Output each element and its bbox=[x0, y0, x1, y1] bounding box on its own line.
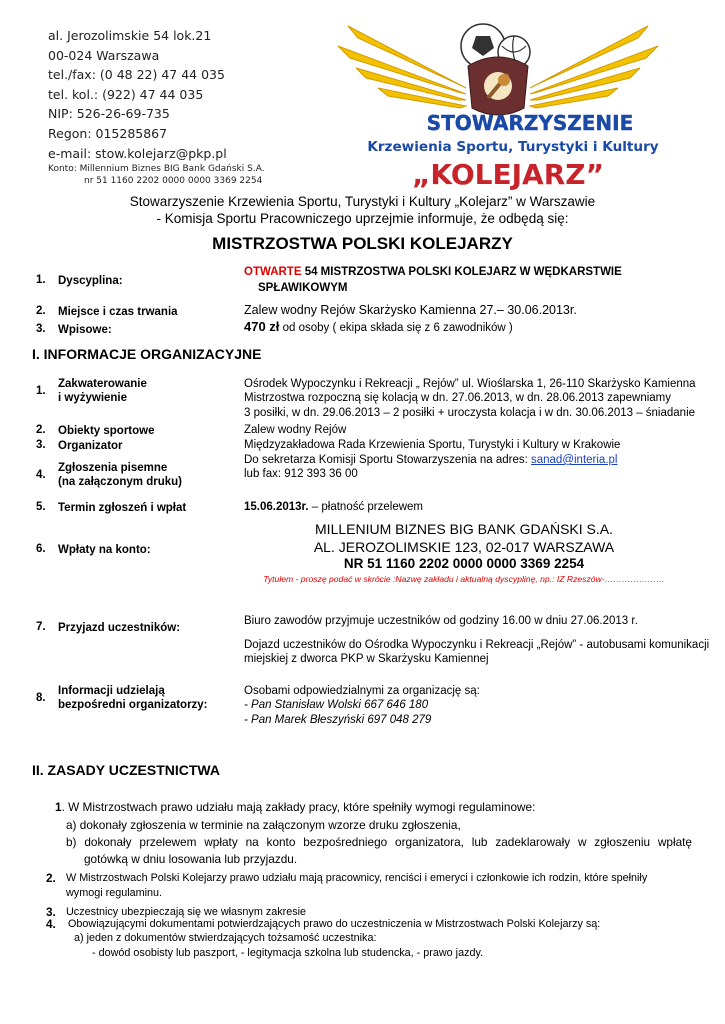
facilities-value: Zalew wodny Rejów bbox=[244, 424, 347, 436]
address-street: al. Jerozolimskie 54 lok.21 bbox=[48, 28, 212, 43]
address-email[interactable]: e-mail: stow.kolejarz@pkp.pl bbox=[48, 145, 227, 161]
facilities-label: Obiekty sportowe bbox=[58, 425, 155, 437]
row-number: 4. bbox=[36, 469, 46, 481]
bank-account-number: NR 51 1160 2202 0000 0000 3369 2254 bbox=[343, 556, 585, 571]
discipline-value bbox=[244, 265, 622, 279]
address-nip: NIP: 526-26-69-735 bbox=[48, 106, 170, 122]
address-konto-number: nr 51 1160 2202 0000 0000 3369 2254 bbox=[84, 176, 263, 187]
bank-name: MILLENIUM BIZNES BIG BANK GDAŃSKI S.A. bbox=[315, 521, 613, 537]
arrival-label: Przyjazd uczestników: bbox=[58, 622, 181, 634]
row-number: 7. bbox=[36, 621, 46, 633]
arrival-transport-line: miejskiej z dworca PKP w Skarżysku Kamiennej bbox=[244, 653, 489, 666]
rule-1b-cont: gotówką w dniu losowania lub przyjazdu. bbox=[84, 852, 298, 866]
deadline-note: – płatność przelewem bbox=[308, 501, 424, 513]
deadline-date: 15.06.2013r. bbox=[244, 501, 309, 513]
section-heading: II. ZASADY UCZESTNICTWA bbox=[32, 762, 220, 778]
rule-number: 1 bbox=[55, 800, 62, 814]
rule-4: Obowiązującymi dokumentami potwierdzających prawo do uczestniczenia w Mistrzostwach Polski Kolejarzy są: bbox=[68, 918, 601, 930]
applications-label bbox=[58, 461, 182, 489]
rule-2-cont: wymogi regulaminu. bbox=[66, 887, 163, 899]
row-number: 8. bbox=[36, 692, 46, 704]
accommodation-label bbox=[58, 377, 147, 405]
applications-value bbox=[244, 453, 617, 482]
logo-title: STOWARZYSZENIE bbox=[426, 111, 634, 135]
logo-subtitle: Krzewienia Sportu, Turystyki i Kultury bbox=[367, 139, 659, 155]
rule-number: 4. bbox=[46, 917, 56, 931]
rule-number: 2. bbox=[46, 871, 56, 885]
center-emblem-icon bbox=[468, 57, 528, 115]
rule-4a: a) jeden z dokumentów stwierdzających tożsamość uczestnika: bbox=[74, 932, 377, 944]
accommodation-value bbox=[244, 377, 696, 420]
open-badge: OTWARTE bbox=[244, 266, 302, 278]
email-link[interactable]: sanad@interia.pl bbox=[530, 454, 618, 466]
contact-person: - Pan Marek Błeszyński 697 048 279 bbox=[244, 713, 432, 726]
payment-label: Wpłaty na konto: bbox=[58, 544, 151, 556]
row-number: 2. bbox=[36, 305, 46, 317]
applications-text: Do sekretarza Komisji Sportu Stowarzyszenia na adres: bbox=[244, 454, 531, 466]
row-number: 2. bbox=[36, 424, 46, 436]
logo-kolejarz: „KOLEJARZ” bbox=[412, 158, 604, 190]
address-konto: Konto: Millennium Biznes BIG Bank Gdański S.A. bbox=[48, 164, 265, 175]
address-telfax: tel./fax: (0 48 22) 47 44 035 bbox=[48, 67, 225, 83]
rule-1 bbox=[55, 800, 535, 816]
bank-address: AL. JEROZOLIMSKIE 123, 02-017 WARSZAWA bbox=[313, 539, 615, 555]
fee-label: Wpisowe: bbox=[58, 324, 112, 336]
place-time-value: Zalew wodny Rejów Skarżysko Kamienna 27.– 30.06.2013r. bbox=[244, 303, 577, 317]
applications-fax: lub fax: 912 393 36 00 bbox=[244, 468, 358, 481]
fee-amount: 470 zł bbox=[244, 319, 280, 334]
address-city: 00-024 Warszawa bbox=[48, 47, 160, 63]
accommodation-line: Ośrodek Wypoczynku i Rekreacji „ Rejów” ul. Wioślarska 1, 26-110 Skarżysko Kamienna bbox=[244, 378, 696, 390]
intro-line-1: Stowarzyszenie Krzewienia Sportu, Turystyki i Kultury „Kolejarz” w Warszawie bbox=[129, 194, 596, 209]
arrival-transport bbox=[244, 638, 709, 667]
arrival-transport-line: Dojazd uczestników do Ośrodka Wypoczynku i Rekreacji „Rejów” - autobusami komunikacji bbox=[244, 639, 710, 651]
discipline-text: 54 MISTRZOSTWA POLSKI KOLEJARZ W WĘDKARSTWIE bbox=[301, 266, 622, 278]
row-number: 5. bbox=[36, 501, 46, 513]
row-number: 3. bbox=[36, 439, 46, 451]
discipline-label: Dyscyplina: bbox=[58, 275, 123, 287]
arrival-office: Biuro zawodów przyjmuje uczestników od godziny 16.00 w dniu 27.06.2013 r. bbox=[244, 615, 638, 627]
address-telkol: tel. kol.: (922) 47 44 035 bbox=[48, 86, 204, 102]
accommodation-line: 3 posiłki, w dn. 29.06.2013 – 2 posiłki + uroczysta kolacja i w dn. 30.06.2013 – śniadanie bbox=[244, 406, 696, 419]
accommodation-label-line2: i wyżywienie bbox=[58, 392, 128, 404]
accommodation-line: Mistrzostwa rozpoczną się kolacją w dn. 27.06.2013, w dn. 28.06.2013 zapewniamy bbox=[244, 392, 672, 405]
rule-4b: - dowód osobisty lub paszport, - legitymacja szkolna lub studencka, - prawo jazdy. bbox=[92, 947, 484, 959]
discipline-value-line2: SPŁAWIKOWYM bbox=[258, 282, 348, 294]
organizer-value: Międzyzakładowa Rada Krzewienia Sportu, Turystyki i Kultury w Krakowie bbox=[244, 439, 621, 451]
fee-value bbox=[244, 320, 513, 335]
deadline-value bbox=[244, 500, 423, 514]
contact-person: - Pan Stanisław Wolski 667 646 180 bbox=[244, 699, 429, 712]
rule-1a: a) dokonały zgłoszenia w terminie na załączonym wzorze druku zgłoszenia, bbox=[66, 818, 461, 832]
left-wing-icon bbox=[338, 26, 466, 108]
rule-2: W Mistrzostwach Polski Kolejarzy prawo udziału mają pracownicy, renciści i emeryci i członkowie ich rodzin, które spełniły bbox=[66, 872, 648, 884]
rule-text: . W Mistrzostwach prawo udziału mają zakłady pracy, które spełniły wymogi regulaminowe: bbox=[61, 800, 536, 814]
deadline-label: Termin zgłoszeń i wpłat bbox=[58, 502, 187, 514]
rule-3: Uczestnicy ubezpieczają się we własnym zakresie bbox=[66, 906, 307, 918]
rule-number: 3. bbox=[46, 905, 56, 919]
row-number: 3. bbox=[36, 323, 46, 335]
contact-heading: Osobami odpowiedzialnymi za organizację są: bbox=[244, 685, 480, 697]
row-number: 1. bbox=[36, 274, 46, 286]
applications-label-line2: (na załączonym druku) bbox=[58, 476, 182, 488]
header-address bbox=[48, 26, 265, 187]
rule-1b: b) dokonały przelewem wpłaty na konto bezpośredniego organizatora, lub zadeklarowały w zgłoszeniu wpłatę bbox=[66, 835, 692, 849]
right-wing-icon bbox=[530, 26, 658, 108]
intro-line-2: - Komisja Sportu Pracowniczego uprzejmie informuje, że odbędą się: bbox=[156, 211, 569, 226]
organizer-label: Organizator bbox=[58, 440, 123, 452]
contact-label-line2: bezpośredni organizatorzy: bbox=[58, 699, 208, 711]
fee-note: od osoby ( ekipa składa się z 6 zawodników ) bbox=[279, 322, 513, 334]
contact-label bbox=[58, 684, 208, 712]
section-heading: I. INFORMACJE ORGANIZACYJNE bbox=[32, 346, 262, 362]
place-time-label: Miejsce i czas trwania bbox=[58, 306, 178, 318]
row-number: 1. bbox=[36, 385, 46, 397]
page-title: MISTRZOSTWA POLSKI KOLEJARZY bbox=[212, 234, 513, 253]
row-number: 6. bbox=[36, 543, 46, 555]
contact-label-line1: Informacji udzielają bbox=[58, 685, 165, 697]
accommodation-label-line1: Zakwaterowanie bbox=[58, 378, 147, 390]
transfer-note: Tytułem - proszę podać w skrócie :Nazwę zakładu i aktualną dyscyplinę, np.: IZ Rzeszów-………………… bbox=[263, 574, 665, 584]
kolejarz-logo bbox=[318, 18, 678, 190]
contact-value bbox=[244, 684, 480, 727]
applications-label-line1: Zgłoszenia pisemne bbox=[58, 462, 168, 474]
address-regon: Regon: 015285867 bbox=[48, 125, 168, 141]
